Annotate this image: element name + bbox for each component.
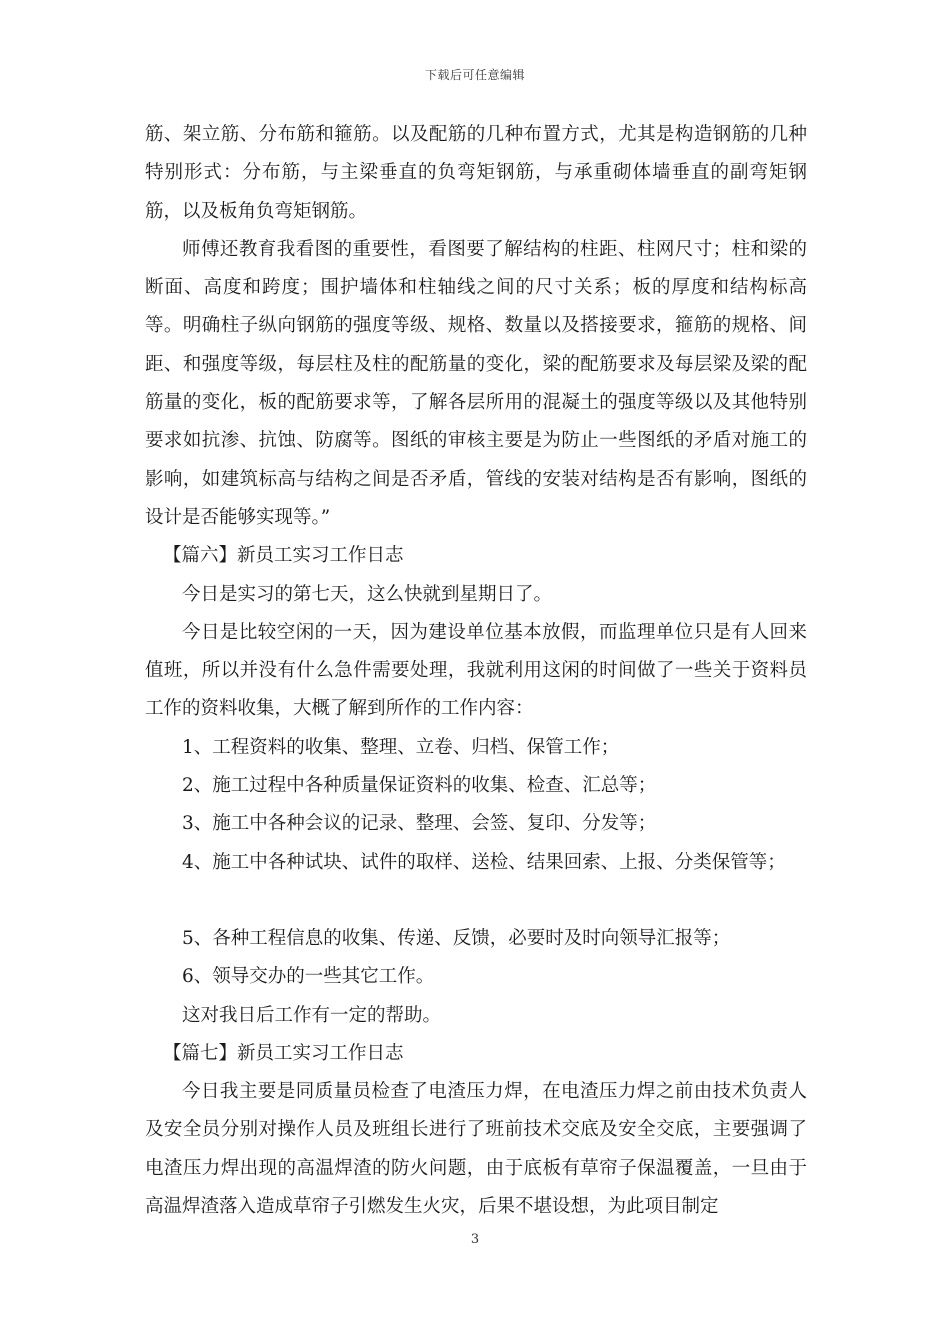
page-number: 3 xyxy=(470,1232,480,1247)
paragraph-electroslag-welding: 今日我主要是同质量员检查了电渣压力焊，在电渣压力焊之前由技术负责人及安全员分别对操作人员及班组长进行了班前技术交底及安全交底，主要强调了电渣压力焊出现的高温焊渣的防火问题，由于底板有草帘子保温覆盖，一旦由于高温焊渣落入造成草帘子引燃发生火灾，后果不堪设想，为此项目制定 xyxy=(145,1081,807,1218)
list-item-3: 3、施工中各种会议的记录、整理、会签、复印、分发等； xyxy=(182,813,657,835)
list-item-6: 6、领导交办的一些其它工作。 xyxy=(182,966,435,988)
list-item-2: 2、施工过程中各种质量保证资料的收集、检查、汇总等； xyxy=(182,775,657,797)
section-heading-7: 【篇七】新员工实习工作日志 xyxy=(163,1042,404,1064)
page-header: 下载后可任意编辑 xyxy=(424,68,525,82)
list-item-5: 5、各种工程信息的收集、传递、反馈，必要时及时向领导汇报等； xyxy=(182,927,731,949)
paragraph-reinforcement: 筋、架立筋、分布筋和箍筋。以及配筋的几种布置方式，尤其是构造钢筋的几种特别形式：分布筋，与主梁垂直的负弯矩钢筋，与承重砌体墙垂直的副弯矩钢筋，以及板角负弯矩钢筋。 xyxy=(145,124,807,222)
list-item-4: 4、施工中各种试块、试件的取样、送检、结果回索、上报、分类保管等； xyxy=(182,851,786,873)
blank-line xyxy=(145,882,807,920)
document-body xyxy=(145,116,807,1226)
paragraph-drawing-review: 师傅还教育我看图的重要性，看图要了解结构的柱距、柱网尺寸；柱和梁的断面、高度和跨度；围护墙体和柱轴线之间的尺寸关系；板的厚度和结构标高等。明确柱子纵向钢筋的强度等级、规格、数量以及搭接要求，箍筋的规格、间距、和强度等级，每层柱及柱的配筋量的变化，梁的配筋要求及每层梁及梁的配筋量的变化，板的配筋要求等，了解各层所用的混凝土的强度等级以及其他特别要求如抗渗、抗蚀、防腐等。图纸的审核主要是为防止一些图纸的矛盾对施工的影响，如建筑标高与结构之间是否矛盾，管线的安装对结构是否有影响，图纸的设计是否能够实现等。” xyxy=(145,238,807,528)
paragraph-day-seven: 今日是实习的第七天，这么快就到星期日了。 xyxy=(182,583,553,605)
list-item-1: 1、工程资料的收集、整理、立卷、归档、保管工作； xyxy=(182,736,620,758)
section-heading-6: 【篇六】新员工实习工作日志 xyxy=(163,545,404,567)
paragraph-helpful: 这对我日后工作有一定的帮助。 xyxy=(182,1004,442,1026)
paragraph-free-day: 今日是比较空闲的一天，因为建设单位基本放假，而监理单位只是有人回来值班，所以并没有什么急件需要处理，我就利用这闲的时间做了一些关于资料员工作的资料收集，大概了解到所作的工作内容： xyxy=(145,621,807,720)
